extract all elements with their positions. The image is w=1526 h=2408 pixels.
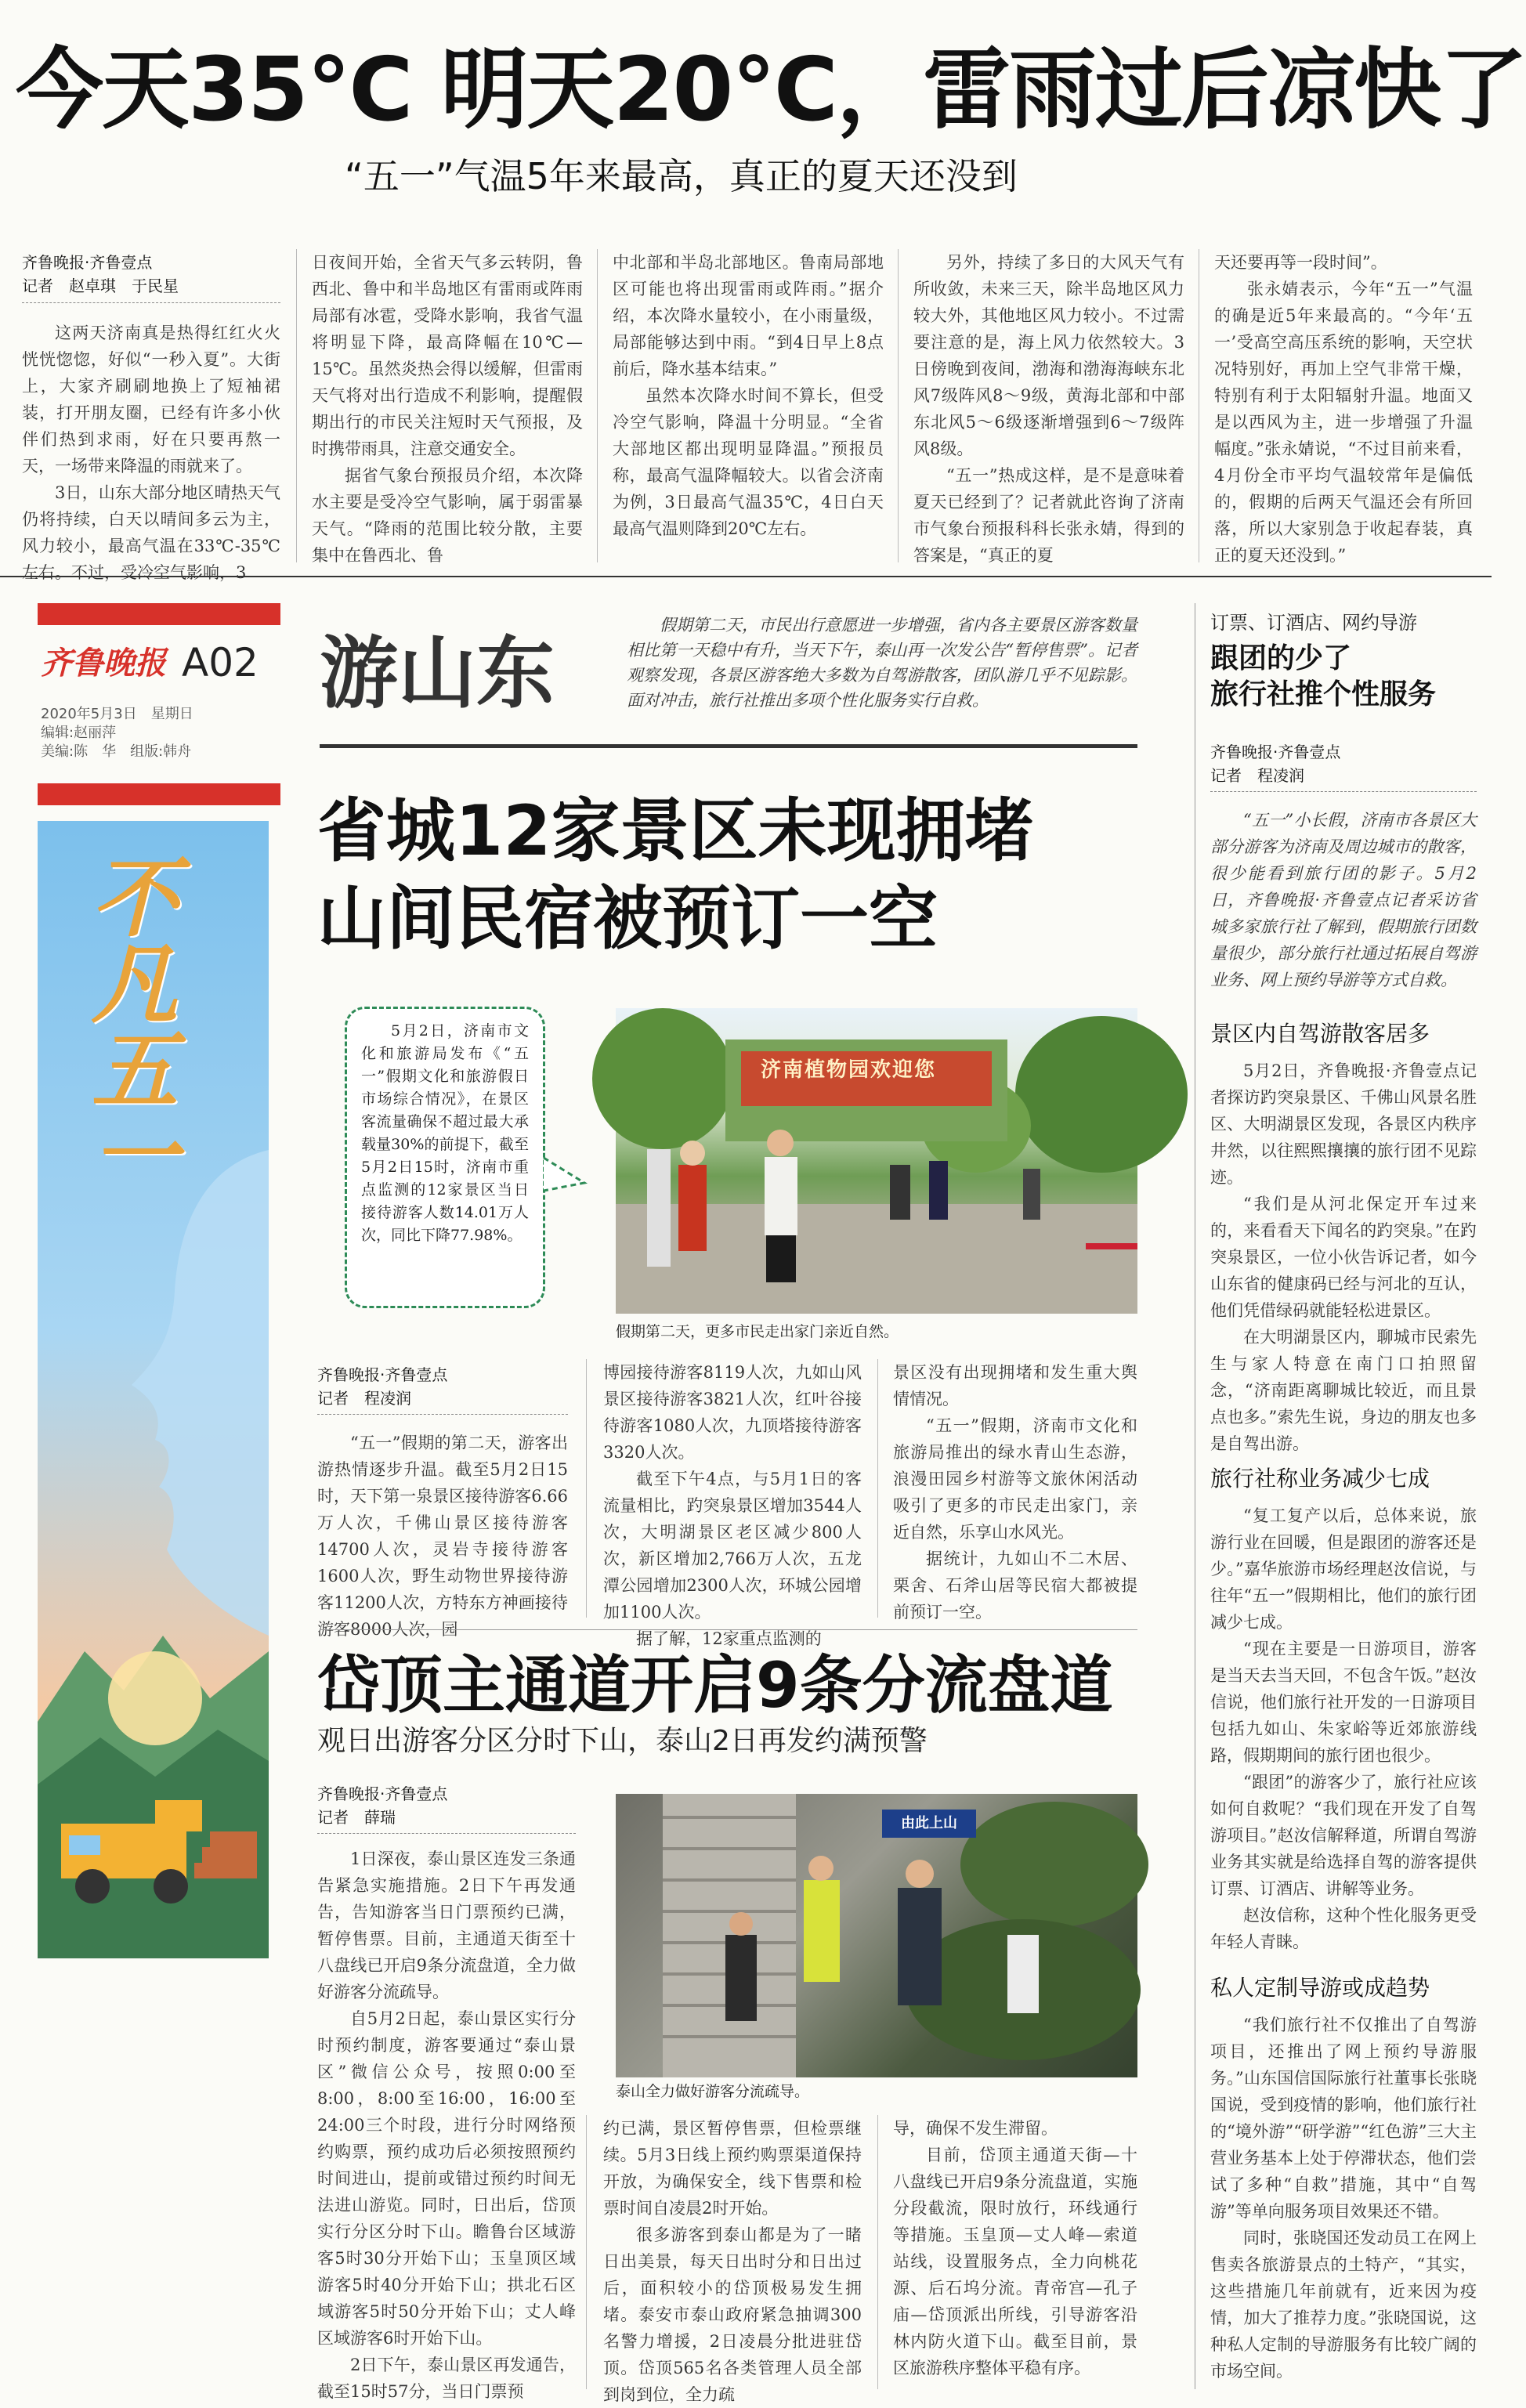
paragraph: 约已满，景区暂停售票，但检票继续。5月3日线上预约购票渠道保持开放，为确保安全，线下售票和检票时间自凌晨2时开始。 bbox=[603, 2119, 862, 2218]
story1-callout-text: 5月2日，济南市文化和旅游局发布《“五一”假期文化和旅游假日市场综合情况》，在景区客流量确保不超过最大承载量30%的前提下，截至5月2日15时，济南市重点监测的12家景区当日接待游客人数14.01万人次，同比下降77.98%。 bbox=[361, 1022, 529, 1244]
side-section-3 bbox=[1210, 2012, 1477, 2392]
side-section-1 bbox=[1210, 1058, 1477, 1453]
story1-byline-reporter: 记者 程凌润 bbox=[317, 1389, 411, 1408]
masthead-red-bar-top bbox=[38, 603, 280, 625]
paragraph: 3日，山东大部分地区晴热天气仍将持续，白天以晴间多云为主，风力较小，最高气温在33℃-35℃左右。不过，受冷空气影响，3 bbox=[22, 483, 280, 582]
paragraph: “五一”假期，济南市文化和旅游局推出的绿水青山生态游，浪漫田园乡村游等文旅休闲活动吸引了更多的市民走出家门，亲近自然，乐享山水风光。 bbox=[893, 1416, 1137, 1542]
side-byline-outlet: 齐鲁晚报·齐鲁壹点 bbox=[1210, 743, 1341, 761]
top-byline bbox=[22, 251, 280, 298]
story2-byline-outlet: 齐鲁晚报·齐鲁壹点 bbox=[317, 1784, 448, 1803]
banner-illustration bbox=[38, 821, 269, 1958]
top-col-2 bbox=[312, 249, 583, 565]
story1-col-2 bbox=[603, 1359, 862, 1648]
paragraph: 据了解，12家重点监测的 bbox=[636, 1629, 822, 1648]
paragraph: 景区没有出现拥堵和发生重大舆情情况。 bbox=[893, 1363, 1137, 1408]
paragraph: 这两天济南真是热得红红火火恍恍惚惚，好似“一秒入夏”。大街上，大家齐刷刷地换上了短袖裙装，打开朋友圈，已经有许多小伙伴们热到求雨，好在只要再熬一天，一场带来降温的雨就来了。 bbox=[22, 324, 280, 475]
paragraph: 据统计，九如山不二木居、栗舍、石斧山居等民宿大都被提前预订一空。 bbox=[893, 1549, 1137, 1622]
top-headline: 今天35℃ 明天20℃，雷雨过后凉快了 bbox=[16, 39, 1526, 141]
story1-byline-outlet: 齐鲁晚报·齐鲁壹点 bbox=[317, 1365, 448, 1384]
paragraph: 2日下午，泰山景区再发通告，截至15时57分，当日门票预 bbox=[317, 2356, 576, 2401]
paragraph: 导，确保不发生滞留。 bbox=[893, 2119, 1058, 2138]
side-subhead-2: 旅行社称业务减少七成 bbox=[1210, 1466, 1430, 1491]
side-headline-line2: 旅行社推个性服务 bbox=[1210, 678, 1437, 710]
story2-headline: 岱顶主通道开启9条分流盘道 bbox=[317, 1649, 1113, 1722]
paragraph: 截至下午4点，与5月1日的客流量相比，趵突泉景区增加3544人次，大明湖景区老区减少800人次，新区增加2,766万人次，五龙潭公园增加2300人次，环城公园增加1100人次。 bbox=[603, 1470, 862, 1622]
paragraph: “复工复产以后，总体来说，旅游行业在回暖，但是跟团的游客还是少。”嘉华旅游市场经理赵汝信说，与往年“五一”假期相比，他们的旅行团减少七成。 bbox=[1210, 1506, 1477, 1632]
side-byline bbox=[1210, 740, 1477, 787]
story2-photo bbox=[616, 1794, 1137, 2077]
paragraph: 中北部和半岛北部地区。鲁南局部地区可能也将出现雷雨或阵雨。”据介绍，本次降水量较小，在小雨量级，局部能够达到中雨。“到4日早上8点前后，降水基本结束。” bbox=[613, 253, 884, 378]
paragraph: 在大明湖景区内，聊城市民索先生与家人特意在南门口拍照留念，“济南距离聊城比较近，而且景点也多。”索先生说，身边的朋友也多是自驾出游。 bbox=[1210, 1328, 1477, 1453]
paragraph: 目前，岱顶主通道天街—十八盘线已开启9条分流盘道，实施分段截流，限时放行，环线通行等措施。玉皇顶—丈人峰—索道站线，设置服务点，全力向桃花源、后石坞分流。青帝宫—孔子庙—岱顶派出所线，引导游客沿林内防火道下山。截至目前，景区旅游秩序整体平稳有序。 bbox=[893, 2146, 1137, 2377]
masthead-red-bar-bottom bbox=[38, 783, 280, 805]
top-col-1 bbox=[22, 320, 280, 582]
story1-col-3 bbox=[893, 1359, 1137, 1622]
story1-photo-sign: 济南植物园欢迎您 bbox=[761, 1058, 937, 1082]
side-intro bbox=[1210, 807, 1477, 1011]
masthead-info bbox=[41, 705, 284, 761]
paragraph: 赵汝信称，这种个性化服务更受年轻人青睐。 bbox=[1210, 1906, 1477, 1951]
side-subhead-1: 景区内自驾游散客居多 bbox=[1210, 1021, 1430, 1047]
top-col-4 bbox=[913, 249, 1184, 565]
paragraph: 另外，持续了多日的大风天气有所收敛，未来三天，除半岛地区风力较大外，其他地区风力较小。不过需要注意的是，海上风力依然较大。3日傍晚到夜间，渤海和渤海海峡东北风7级阵风8～9级，黄海北部和中部东北风5～6级逐渐增强到6～7级阵风8级。 bbox=[913, 253, 1184, 458]
paragraph: “五一”假期的第二天，游客出游热情逐步升温。截至5月2日15时，天下第一泉景区接待游客6.66万人次，千佛山景区接待游客14700人次，灵岩寺接待游客1600人次，野生动物世界接待游客11200人次，方特东方神画接待游客8000人次，园 bbox=[317, 1434, 568, 1639]
paragraph: “五一”小长假，济南市各景区大部分游客为济南及周边城市的散客，很少能看到旅行团的影子。5月2日，齐鲁晚报·齐鲁壹点记者采访省城多家旅行社了解到，假期旅行团数量很少，部分旅行社通过拓展自驾游业务、网上预约导游等方式自救。 bbox=[1210, 811, 1477, 989]
side-section-2 bbox=[1210, 1502, 1477, 1949]
side-kicker: 订票、订酒店、网约导游 bbox=[1210, 612, 1417, 634]
story2-photo-caption: 泰山全力做好游客分流疏导。 bbox=[616, 2083, 810, 2100]
side-byline-reporter: 记者 程凌润 bbox=[1210, 766, 1304, 785]
side-headline-line1: 跟团的少了 bbox=[1210, 642, 1352, 674]
masthead-paper-name: 齐鲁晚报 bbox=[41, 645, 166, 682]
story1-photo-caption: 假期第二天，更多市民走出家门亲近自然。 bbox=[616, 1323, 899, 1340]
story1-byline bbox=[317, 1363, 568, 1410]
story2-byline-reporter: 记者 薛瑞 bbox=[317, 1808, 396, 1827]
top-col-5 bbox=[1214, 249, 1473, 565]
section-intro: 假期第二天，市民出行意愿进一步增强，省内各主要景区游客数量相比第一天稳中有升，当天下午，泰山再一次发公告“暂停售票”。记者观察发现，各景区游客绝大多数为自驾游散客，团队游几乎不见踪影。面对冲击，旅行社推出多项个性化服务实行自救。 bbox=[627, 616, 1137, 710]
mountain-steps-photo-art bbox=[616, 1794, 1137, 2077]
paragraph: 博园接待游客8119人次，九如山风景区接待游客3821人次，红叶谷接待游客1080人次，九顶塔接待游客3320人次。 bbox=[603, 1363, 862, 1462]
paragraph: 日夜间开始，全省天气多云转阴，鲁西北、鲁中和半岛地区有雷雨或阵雨局部有冰雹，受降水影响，我省气温将明显下降，最高降幅在10℃—15℃。虽然炎热会得以缓解，但雷雨天气将对出行造成不利影响，提醒假期出行的市民关注短时天气预报，及时携带雨具，注意交通安全。 bbox=[312, 253, 583, 458]
story1-col-1 bbox=[317, 1430, 568, 1639]
story2-col-3 bbox=[893, 2115, 1137, 2389]
top-col-3 bbox=[613, 249, 884, 562]
masthead-page-number: A02 bbox=[182, 640, 259, 685]
paragraph: “现在主要是一日游项目，游客是当天去当天回，不包含午饭。”赵汝信说，他们旅行社开发的一日游项目包括九如山、朱家峪等近郊旅游线路，假期期间的旅行团也很少。 bbox=[1210, 1640, 1477, 1765]
paragraph: 自5月2日起，泰山景区实行分时预约制度，游客要通过“泰山景区”微信公众号，按照0:00至8:00，8:00至16:00，16:00至24:00三个时段，进行分时网络预约购票，预约成功后必须按照预约时间进山，提前或错过预约时间无法进山游览。同时，日出后，岱顶实行分区分时下山。瞻鲁台区域游客5时30分开始下山；玉皇顶区域游客5时40分开始下山；拱北石区域游客5时50分开始下山；丈人峰区域游客6时开始下山。 bbox=[317, 2009, 576, 2348]
paragraph: “五一”热成这样，是不是意味着夏天已经到了？记者就此咨询了济南市气象台预报科科长张永婧，得到的答案是，“真正的夏 bbox=[913, 466, 1184, 565]
masthead-designer: 美编:陈 华 组版:韩舟 bbox=[41, 743, 192, 760]
paragraph: “跟团”的游客少了，旅行社应该如何自救呢？“我们现在开发了自驾游项目。”赵汝信解释道，所谓自驾游业务其实就是给选择自驾的游客提供订票、订酒店、讲解等业务。 bbox=[1210, 1773, 1477, 1898]
story1-photo bbox=[616, 1008, 1137, 1314]
paragraph: 5月2日，齐鲁晚报·齐鲁壹点记者探访趵突泉景区、千佛山风景名胜区、大明湖景区发现，各景区内秩序井然，以往熙熙攘攘的旅行团不见踪迹。 bbox=[1210, 1061, 1477, 1187]
story2-col-1 bbox=[317, 1846, 576, 2401]
side-subhead-3: 私人定制导游或成趋势 bbox=[1210, 1975, 1430, 2001]
park-entrance-photo-art bbox=[616, 1008, 1137, 1314]
banner-title: 不凡五一 bbox=[78, 852, 179, 1197]
top-subhead: “五一”气温5年来最高，真正的夏天还没到 bbox=[345, 155, 1018, 197]
story2-col-2 bbox=[603, 2115, 862, 2404]
paragraph: 很多游客到泰山都是为了一睹日出美景，每天日出时分和日出过后，面积较小的岱顶极易发生拥堵。泰安市泰山政府紧急抽调300名警力增援，2日凌晨分批进驻岱顶。岱顶565名各类管理人员全部到岗到位，全力疏 bbox=[603, 2225, 862, 2404]
masthead-editor: 编辑:赵丽萍 bbox=[41, 725, 117, 741]
top-byline-reporters: 记者 赵卓琪 于民星 bbox=[22, 277, 179, 295]
story1-callout-bubble bbox=[345, 1007, 545, 1308]
story2-subhead: 观日出游客分区分时下山，泰山2日再发约满预警 bbox=[317, 1725, 928, 1757]
paragraph: 虽然本次降水时间不算长，但受冷空气影响，降温十分明显。“全省大部地区都出现明显降温。”预报员称，最高气温降幅较大。以省会济南为例，3日最高气温35℃，4日白天最高气温则降到20℃左右。 bbox=[613, 386, 884, 538]
section-title: 游山东 bbox=[320, 627, 555, 719]
story2-byline bbox=[317, 1782, 576, 1829]
story2-photo-sign: 由此上山 bbox=[882, 1810, 976, 1838]
paragraph: “我们旅行社不仅推出了自驾游项目，还推出了网上预约导游服务。”山东国信国际旅行社董事长张晓国说，受到疫情的影响，他们旅行社的“境外游”“研学游”“红色游”三大主营业务基本上处于停滞状态，他们尝试了多种“自救”措施，其中“自驾游”等单向服务项目效果还不错。 bbox=[1210, 2016, 1477, 2221]
story1-headline-line1: 省城12家景区未现拥堵 bbox=[317, 790, 1034, 871]
paragraph: “我们是从河北保定开车过来的，来看看天下闻名的趵突泉。”在趵突泉景区，一位小伙告诉记者，如今山东省的健康码已经与河北的互认，他们凭借绿码就能轻松进景区。 bbox=[1210, 1195, 1477, 1320]
paragraph: 同时，张晓国还发动员工在网上售卖各旅游景点的土特产，“其实，这些措施几年前就有，近来因为疫情，加大了推荐力度。”张晓国说，这种私人定制的导游服务有比较广阔的市场空间。 bbox=[1210, 2229, 1477, 2381]
top-byline-outlet: 齐鲁晚报·齐鲁壹点 bbox=[22, 253, 153, 272]
paragraph: 张永婧表示，今年“五一”气温的确是近5年来最高的。“今年‘五一’受高空高压系统的影响，天空状况特别好，再加上空气非常干燥，特别有利于太阳辐射升温。地面又是以西风为主，进一步增强了升温幅度。”张永婧说，“不过目前来看，4月份全市平均气温较常年是偏低的，假期的后两天气温还会有所回落，所以大家别急于收起春装，真正的夏天还没到。” bbox=[1214, 280, 1473, 565]
callout-pointer bbox=[544, 1152, 591, 1199]
masthead-date: 2020年5月3日 星期日 bbox=[41, 706, 193, 722]
story1-headline-line2: 山间民宿被预订一空 bbox=[317, 878, 938, 959]
paragraph: 天还要再等一段时间”。 bbox=[1214, 253, 1387, 272]
paragraph: 1日深夜，泰山景区连发三条通告紧急实施措施。2日下午再发通告，告知游客当日门票预约已满，暂停售票。目前，主通道天街至十八盘线已开启9条分流盘道，全力做好游客分流疏导。 bbox=[317, 1849, 576, 2001]
paragraph: 据省气象台预报员介绍，本次降水主要是受冷空气影响，属于弱雷暴天气。“降雨的范围比较分散，主要集中在鲁西北、鲁 bbox=[312, 466, 583, 565]
